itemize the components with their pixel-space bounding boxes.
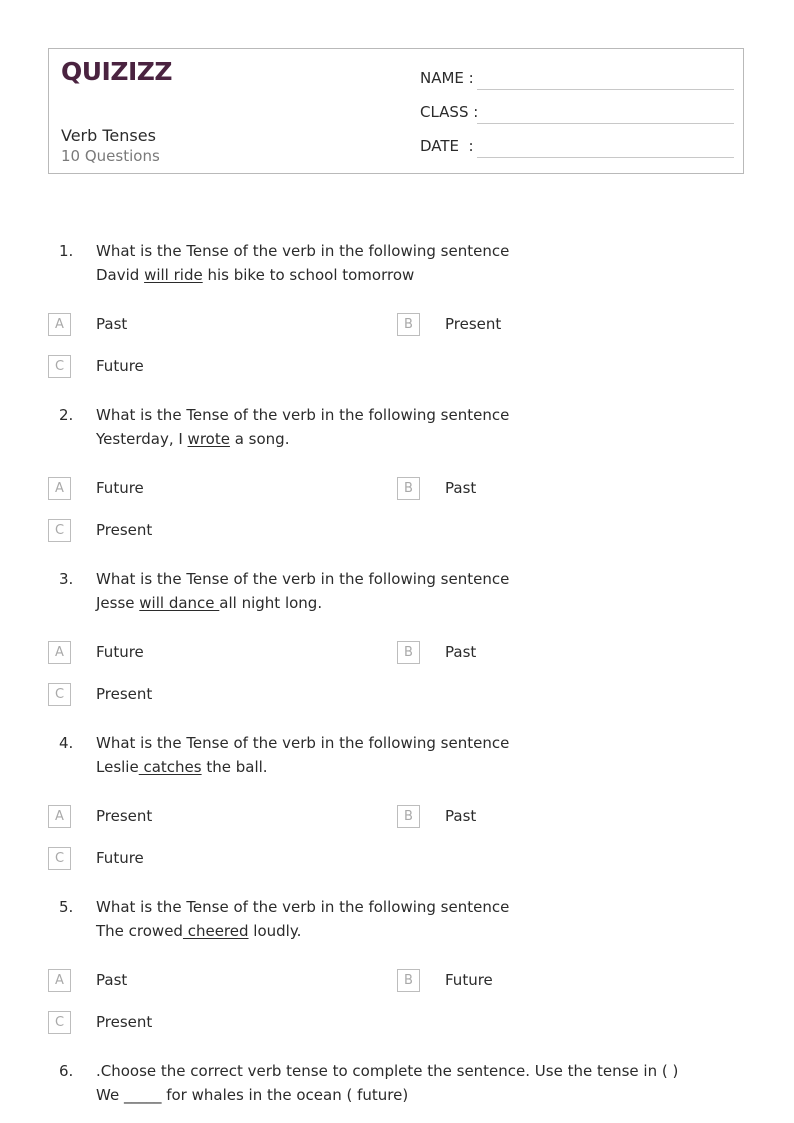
question-count: 10 Questions (61, 147, 160, 165)
option-b-box[interactable]: B (397, 641, 420, 664)
option-b-box[interactable]: B (397, 805, 420, 828)
option-c-box[interactable]: C (48, 1011, 71, 1034)
question-text: What is the Tense of the verb in the following sentence (96, 734, 510, 752)
question-text: What is the Tense of the verb in the following sentence (96, 406, 510, 424)
sentence-after: loudly. (248, 922, 302, 940)
sentence-after: a song. (229, 430, 290, 448)
option-a-box[interactable]: A (48, 313, 71, 336)
question-number: 5. (59, 898, 74, 916)
option-a-box[interactable]: A (48, 805, 71, 828)
sentence-before: Yesterday, I (96, 430, 188, 448)
option-c-text: Future (96, 357, 144, 375)
sentence-after: his bike to school tomorrow (202, 266, 415, 284)
date-field[interactable] (420, 137, 734, 157)
underlined-verb: wrote (187, 430, 230, 448)
option-a-text: Present (96, 807, 153, 825)
option-b-box[interactable]: B (397, 313, 420, 336)
option-b-text: Past (445, 807, 477, 825)
date-line[interactable] (477, 157, 734, 158)
option-b-box[interactable]: B (397, 969, 420, 992)
question-number: 3. (59, 570, 74, 588)
option-a-text: Future (96, 479, 144, 497)
name-line[interactable] (477, 89, 734, 90)
question-number: 4. (59, 734, 74, 752)
question-sentence (96, 430, 289, 448)
question-text: What is the Tense of the verb in the following sentence (96, 898, 510, 916)
sentence-before: David (96, 266, 145, 284)
question-sentence (96, 266, 414, 284)
sentence-before: Jesse (96, 594, 140, 612)
name-label: NAME : (420, 69, 474, 87)
question-sentence (96, 922, 301, 940)
question-sentence (96, 758, 268, 776)
class-line[interactable] (477, 123, 734, 124)
quizizz-logo: QUIZIZZ (61, 57, 173, 86)
option-c-box[interactable]: C (48, 519, 71, 542)
option-c-box[interactable]: C (48, 847, 71, 870)
name-field[interactable] (420, 69, 734, 89)
underlined-verb: will ride (144, 266, 203, 284)
option-a-box[interactable]: A (48, 641, 71, 664)
sentence-before: The crowed (96, 922, 183, 940)
option-b-text: Past (445, 643, 477, 661)
option-a-text: Past (96, 971, 128, 989)
worksheet-title: Verb Tenses (61, 126, 156, 145)
class-label: CLASS : (420, 103, 479, 121)
option-b-text: Past (445, 479, 477, 497)
sentence-before: We _____ for whales in the ocean ( future) (96, 1086, 409, 1104)
underlined-verb: catches (138, 758, 202, 776)
question-number: 1. (59, 242, 74, 260)
question-number: 6. (59, 1062, 74, 1080)
question-text: What is the Tense of the verb in the following sentence (96, 570, 510, 588)
option-c-text: Present (96, 685, 153, 703)
sentence-after: the ball. (201, 758, 268, 776)
question-number: 2. (59, 406, 74, 424)
question-sentence (96, 1086, 408, 1104)
option-a-box[interactable]: A (48, 969, 71, 992)
option-c-text: Present (96, 521, 153, 539)
underlined-verb: cheered (182, 922, 249, 940)
option-b-text: Present (445, 315, 502, 333)
date-label: DATE : (420, 137, 474, 155)
option-a-box[interactable]: A (48, 477, 71, 500)
question-text: What is the Tense of the verb in the following sentence (96, 242, 510, 260)
sentence-after: all night long. (219, 594, 323, 612)
worksheet-header (48, 48, 744, 174)
question-text: .Choose the correct verb tense to complete the sentence. Use the tense in ( ) (96, 1062, 679, 1080)
option-c-text: Future (96, 849, 144, 867)
underlined-verb: will dance (139, 594, 220, 612)
option-a-text: Past (96, 315, 128, 333)
option-c-box[interactable]: C (48, 355, 71, 378)
sentence-before: Leslie (96, 758, 139, 776)
option-b-text: Future (445, 971, 493, 989)
option-b-box[interactable]: B (397, 477, 420, 500)
option-c-box[interactable]: C (48, 683, 71, 706)
option-a-text: Future (96, 643, 144, 661)
class-field[interactable] (420, 103, 734, 123)
option-c-text: Present (96, 1013, 153, 1031)
question-sentence (96, 594, 322, 612)
